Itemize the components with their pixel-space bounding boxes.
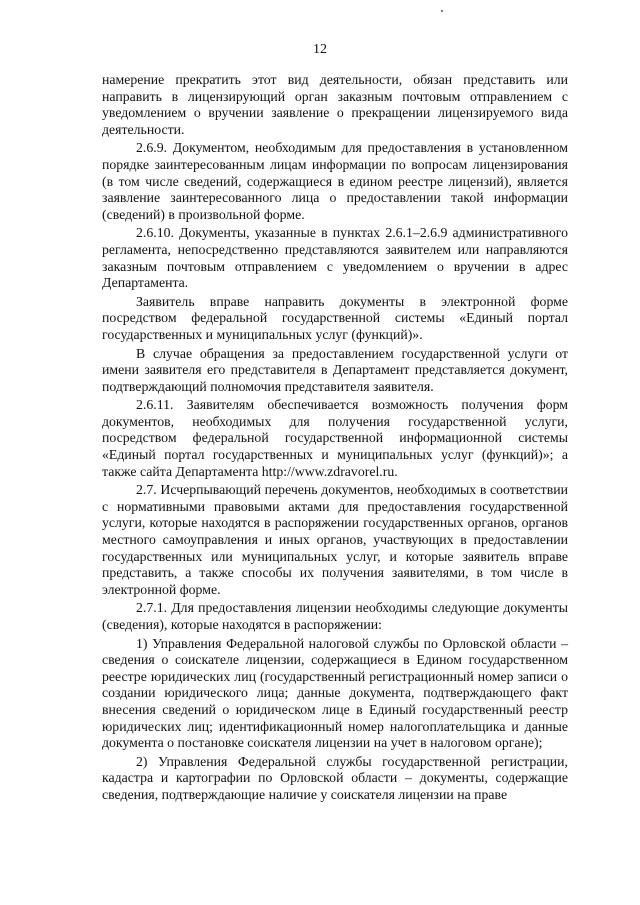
list-item-2: 2) Управления Федеральной службы государственной регистрации, кадастра и картографии по Орловской области – документы, содержащие сведения, подтверждающие наличие у соискателя лицензии на праве (102, 753, 568, 802)
paragraph-2-7-1: 2.7.1. Для предоставления лицензии необходимы следующие документы (сведения), которые находятся в распоряжении: (102, 600, 568, 632)
paragraph-2-6-11: 2.6.11. Заявителям обеспечивается возможность получения форм документов, необходимых для получения государственной услуги, посредством федеральной государственной информационной системы «Единый портал государственных и муниципальных услуг (функций)»; а также сайта Департамента http://www.zdravorel.ru. (102, 397, 568, 479)
page-number: 12 (313, 42, 327, 57)
paragraph-2-6-10: 2.6.10. Документы, указанные в пунктах 2.6.1–2.6.9 административного регламента, непосредственно представляются заявителем или направляются заказным почтовым отправлением с уведомлением о вручении в адрес Департамента. (102, 225, 568, 291)
paragraph-representative: В случае обращения за предоставлением государственной услуги от имени заявителя его представителя в Департамент представляется документ, подтверждающий полномочия представителя заявителя. (102, 345, 568, 394)
paragraph-2-7: 2.7. Исчерпывающий перечень документов, необходимых в соответствии с нормативными правовыми актами для предоставления государственной услуги, которые находятся в распоряжении государственных органов, органов местного самоуправления и иных органов, участвующих в предоставлении государственных или муниципальных услуг, и которые заявитель вправе представить, а также способы их получения заявителями, в том числе в электронной форме. (102, 482, 568, 597)
paragraph-continuation: намерение прекратить этот вид деятельности, обязан представить или направить в лицензирующий орган заказным почтовым отправлением с уведомлением о вручении заявление о прекращении лицензируемого вида деятельности. (102, 72, 568, 137)
scan-dot (441, 10, 443, 12)
paragraph-2-6-9: 2.6.9. Документом, необходимым для предоставления в установленном порядке заинтересованным лицам информации по вопросам лицензирования (в том числе сведений, содержащиеся в едином реестре лицензий), является заявление заинтересованного лица о предоставлении такой информации (сведений) в произвольной форме. (102, 140, 568, 222)
paragraph-electronic-submission: Заявитель вправе направить документы в электронной форме посредством федеральной государственной системы «Единый портал государственных и муниципальных услуг (функций)». (102, 293, 568, 342)
document-body (102, 72, 568, 806)
list-item-1: 1) Управления Федеральной налоговой службы по Орловской области – сведения о соискателе лицензии, содержащиеся в Едином государственном реестре юридических лиц (государственный регистрационный номер записи о создании юридического лица; данные документа, подтверждающего факт внесения сведений о юридическом лице в Единый государственный реестр юридических лиц; идентификационный номер налогоплательщика и данные документа о постановке соискателя лицензии на учет в налоговом органе); (102, 635, 568, 751)
